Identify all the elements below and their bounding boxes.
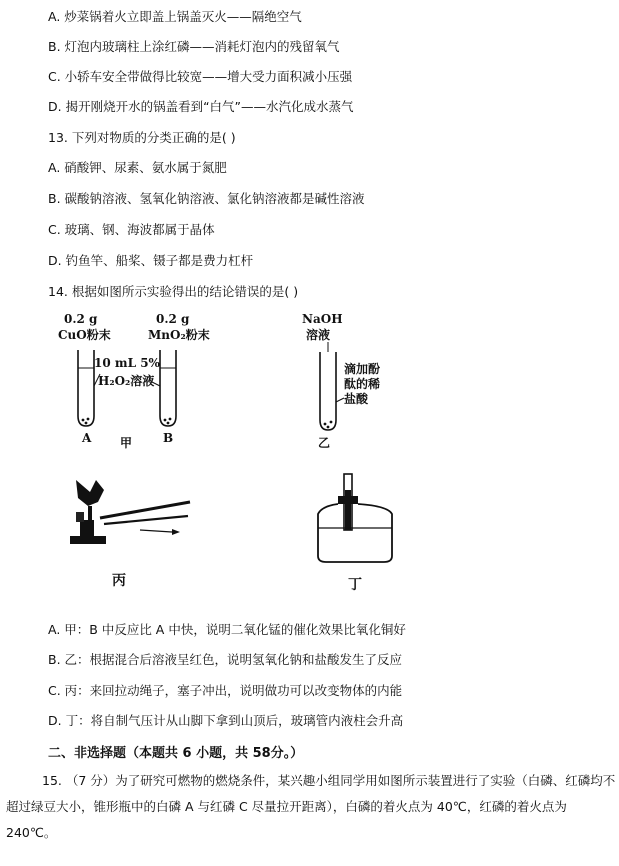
q12-option-d: D. 揭开刚烧开水的锅盖看到“白气”——水汽化成水蒸气 bbox=[48, 99, 354, 114]
q13-option-b: B. 碳酸钠溶液、氢氧化钠溶液、氯化钠溶液都是碱性溶液 bbox=[48, 191, 365, 206]
q13-stem: 13. 下列对物质的分类正确的是( ) bbox=[48, 130, 236, 145]
bing-caption: 丙 bbox=[112, 573, 126, 589]
yi-reagent-label: NaOH bbox=[302, 312, 343, 326]
q12-option-a: A. 炒菜锅着火立即盖上锅盖灭火——隔绝空气 bbox=[48, 9, 302, 24]
q15-paragraph: 15. （7 分）为了研究可燃物的燃烧条件，某兴趣小组同学用如图所示装置进行了实验（白磷、红磷均不超过绿豆大小，锥形瓶中的白磷 A 与红磷 C 尽量拉开距离），白磷的着火点为 40℃，红磷的着火点为 240℃。 bbox=[6, 773, 616, 840]
q14-option-c: C. 丙：来回拉动绳子，塞子冲出，说明做功可以改变物体的内能 bbox=[48, 683, 403, 698]
yi-drop-label-3: 盐酸 bbox=[344, 392, 369, 406]
jia-caption: 甲 bbox=[120, 436, 133, 450]
jia-test-tubes bbox=[50, 340, 220, 460]
jia-powder-2: MnO₂粉末 bbox=[148, 328, 210, 342]
q14-option-d: D. 丁：将自制气压计从山脚下拿到山顶后，玻璃管内液柱会升高 bbox=[48, 713, 404, 728]
section-2-title: 二、非选择题（本题共 6 小题，共 58分。） bbox=[48, 746, 304, 761]
figure-yi bbox=[290, 306, 400, 456]
jia-tube-b-label: B bbox=[163, 431, 174, 445]
jia-mass-1: 0.2 g bbox=[64, 312, 98, 326]
q12-option-b: B. 灯泡内玻璃柱上涂红磷——消耗灯泡内的残留氧气 bbox=[48, 39, 340, 54]
jia-tube-a-label: A bbox=[82, 431, 92, 445]
jia-solution-label: 10 mL 5% bbox=[94, 356, 160, 370]
q14-option-a: A. 甲：B 中反应比 A 中快，说明二氧化锰的催化效果比氧化铜好 bbox=[48, 622, 406, 637]
jia-solution-label-2: H₂O₂溶液 bbox=[98, 374, 155, 388]
q13-option-a: A. 硝酸钾、尿素、氨水属于氮肥 bbox=[48, 160, 227, 175]
yi-reagent-label-2: 溶液 bbox=[306, 328, 331, 342]
q14-option-b: B. 乙：根据混合后溶液呈红色，说明氢氧化钠和盐酸发生了反应 bbox=[48, 652, 403, 667]
jia-mass-2: 0.2 g bbox=[156, 312, 190, 326]
ding-caption: 丁 bbox=[348, 577, 362, 593]
yi-caption: 乙 bbox=[318, 436, 331, 450]
yi-drop-label-1: 滴加酚 bbox=[344, 362, 381, 376]
figure-bing bbox=[60, 472, 210, 592]
ding-barometer-bottle bbox=[300, 470, 410, 566]
q13-option-d: D. 钓鱼竿、船桨、镊子都是费力杠杆 bbox=[48, 253, 254, 268]
q13-option-c: C. 玻璃、钢、海波都属于晶体 bbox=[48, 222, 215, 237]
figure-ding bbox=[300, 470, 410, 596]
figure-jia bbox=[50, 306, 220, 456]
q12-option-c: C. 小轿车安全带做得比较宽——增大受力面积减小压强 bbox=[48, 69, 353, 84]
q14-stem: 14. 根据如图所示实验得出的结论错误的是( ) bbox=[48, 284, 299, 299]
yi-drop-label-2: 酞的稀 bbox=[344, 377, 381, 391]
bing-apparatus bbox=[60, 472, 210, 562]
jia-powder-1: CuO粉末 bbox=[58, 328, 111, 342]
